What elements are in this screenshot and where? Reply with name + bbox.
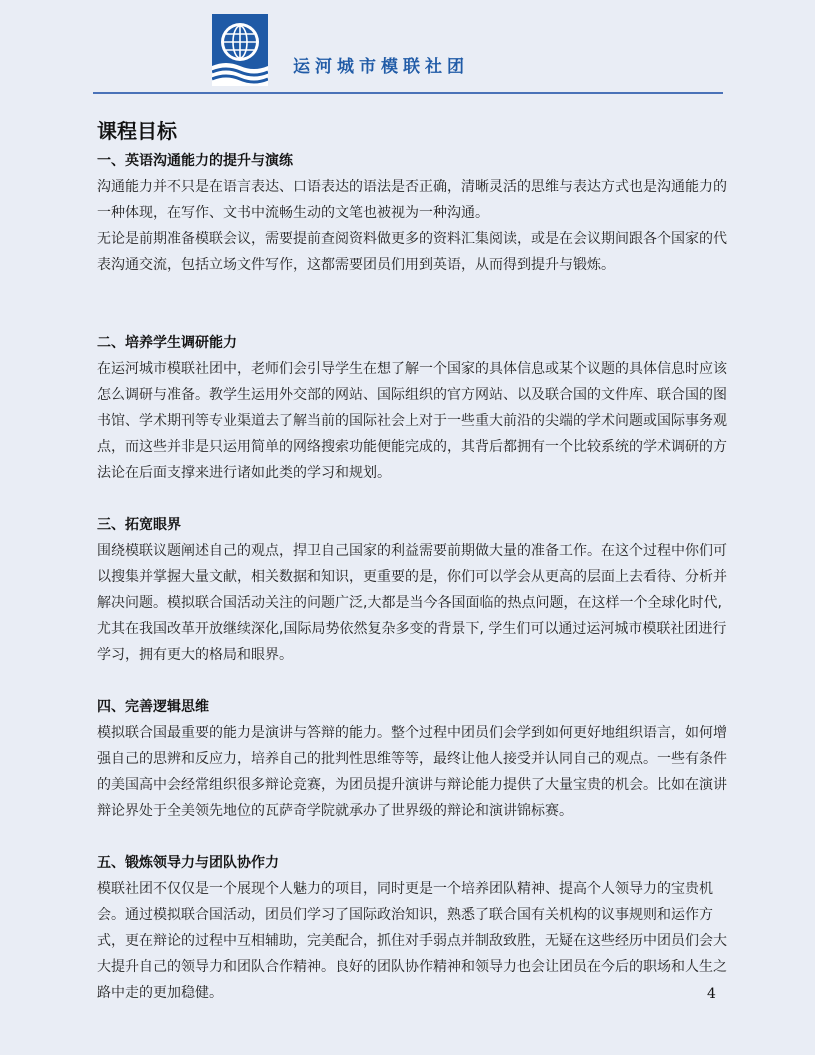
section-paragraph: 沟通能力并不只是在语言表达、口语表达的语法是否正确，清晰灵活的思维与表达方式也是沟通能力的一种体现，在写作、文书中流畅生动的文笔也被视为一种沟通。 [97,179,727,221]
header-divider [93,92,723,94]
section-heading: 二、培养学生调研能力 [97,335,237,351]
section-broaden-horizons [97,512,727,668]
section-paragraph: 无论是前期准备模联会议，需要提前查阅资料做更多的资料汇集阅读，或是在会议期间跟各个国家的代表沟通交流，包括立场文件写作，这都需要团员们用到英语，从而得到提升与锻炼。 [97,231,727,273]
page-title: 课程目标 [97,119,177,143]
section-paragraph: 围绕模联议题阐述自己的观点，捍卫自己国家的利益需要前期做大量的准备工作。在这个过程中你们可以搜集并掌握大量文献，相关数据和知识，更重要的是，你们可以学会从更高的层面上去看待、分析并解决问题。模拟联合国活动关注的问题广泛,大都是当今各国面临的热点问题，在这样一个全球化时代,尤其在我国改革开放继续深化,国际局势依然复杂多变的背景下, 学生们可以通过运河城市模联社团进行学习，拥有更大的格局和眼界。 [97,543,727,663]
section-leadership-teamwork [97,850,727,1006]
page-number: 4 [707,986,716,1002]
page-content [97,118,727,1006]
globe-logo-icon [212,14,268,86]
section-paragraph: 模拟联合国最重要的能力是演讲与答辩的能力。整个过程中团员们会学到如何更好地组织语言，如何增强自己的思辨和反应力，培养自己的批判性思维等等，最终让他人接受并认同自己的观点。一些有条件的美国高中会经常组织很多辩论竞赛，为团员提升演讲与辩论能力提供了大量宝贵的机会。比如在演讲辩论界处于全美领先地位的瓦萨奇学院就承办了世界级的辩论和演讲锦标赛。 [97,725,727,819]
section-research-ability [97,330,727,486]
section-heading: 三、拓宽眼界 [97,517,181,533]
section-heading: 四、完善逻辑思维 [97,699,209,715]
section-english-communication [97,148,727,278]
org-name: 运河城市模联社团 [293,57,469,77]
section-heading: 一、英语沟通能力的提升与演练 [97,153,293,169]
page-header [0,0,815,96]
section-paragraph: 模联社团不仅仅是一个展现个人魅力的项目，同时更是一个培养团队精神、提高个人领导力的宝贵机会。通过模拟联合国活动，团员们学习了国际政治知识，熟悉了联合国有关机构的议事规则和运作方式，更在辩论的过程中互相辅助，完美配合，抓住对手弱点并制敌致胜，无疑在这些经历中团员们会大大提升自己的领导力和团队合作精神。良好的团队协作精神和领导力也会让团员在今后的职场和人生之路中走的更加稳健。 [97,881,727,1001]
section-paragraph: 在运河城市模联社团中，老师们会引导学生在想了解一个国家的具体信息或某个议题的具体信息时应该怎么调研与准备。教学生运用外交部的网站、国际组织的官方网站、以及联合国的文件库、联合国的图书馆、学术期刊等专业渠道去了解当前的国际社会上对于一些重大前沿的尖端的学术问题或国际事务观点，而这些并非是只运用简单的网络搜索功能便能完成的，其背后都拥有一个比较系统的学术调研的方法论在后面支撑来进行诸如此类的学习和规划。 [97,361,727,481]
section-logical-thinking [97,694,727,824]
section-heading: 五、锻炼领导力与团队协作力 [97,855,279,871]
